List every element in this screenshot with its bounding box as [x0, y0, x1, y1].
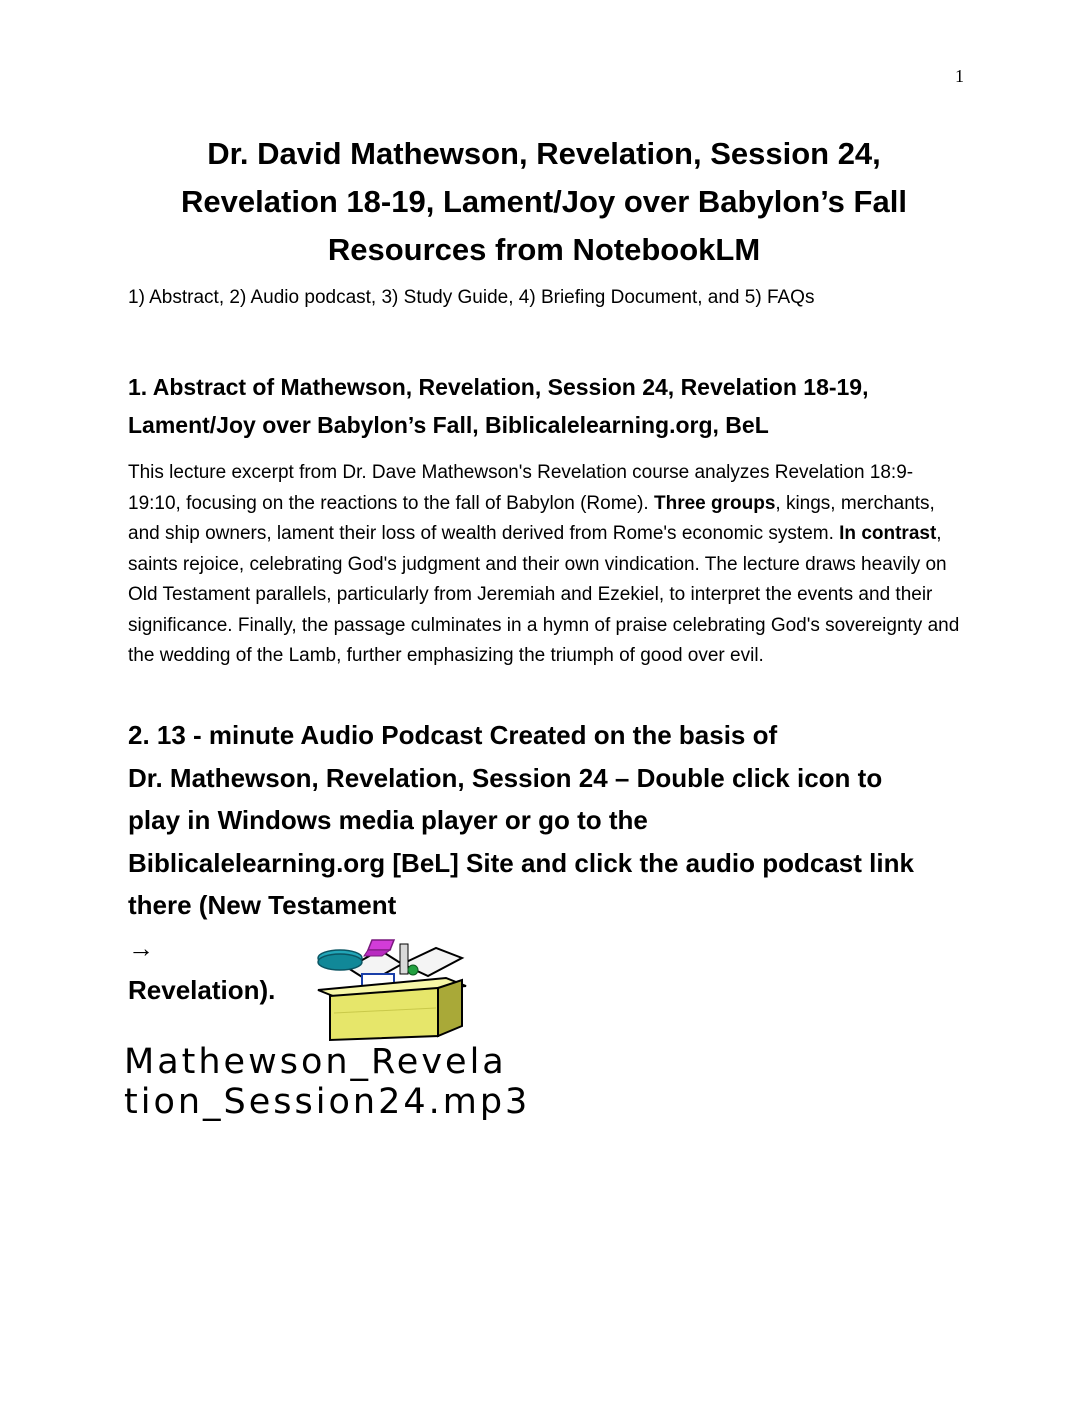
audio-file-name-line-1: Mathewson_Revela: [124, 1042, 507, 1082]
title-line-2: Revelation 18-19, Lament/Joy over Babylon’s Fall: [181, 184, 907, 219]
title-line-1: Dr. David Mathewson, Revelation, Session 24,: [207, 136, 881, 171]
abstract-bold-1: Three groups: [653, 492, 776, 514]
abstract-text-2: , kings, merchants, and ship owners, lament their loss of wealth derived from Rome's economic system.: [128, 492, 935, 544]
section-2-line-5-text-1: there (New Testament: [128, 890, 397, 920]
section-2-heading: [128, 714, 978, 1012]
section-2-line-5: [128, 884, 978, 1012]
audio-file-name[interactable]: [124, 1042, 664, 1122]
section-1-heading-line-1: 1. Abstract of Mathewson, Revelation, Session 24, Revelation 18-19,: [128, 374, 869, 400]
abstract-bold-2: In contrast: [839, 523, 937, 544]
page-number: 1: [955, 66, 964, 86]
abstract-paragraph: [128, 458, 960, 672]
section-2-line-5-text-2: Revelation).: [128, 975, 276, 1005]
audio-file-name-line-2: tion_Session24.mp3: [124, 1082, 531, 1122]
package-icon[interactable]: [310, 938, 475, 1043]
abstract-text-1: This lecture excerpt from Dr. Dave Mathewson's Revelation course analyzes Revelation 18:9-19:10, focusing on the reactions to the fall of Babylon (Rome).: [128, 462, 914, 514]
contents-list: 1) Abstract, 2) Audio podcast, 3) Study Guide, 4) Briefing Document, and 5) FAQs: [128, 287, 815, 308]
section-1-heading: [128, 368, 960, 444]
title-line-3: Resources from NotebookLM: [327, 232, 761, 267]
section-2-line-3: play in Windows media player or go to the: [128, 805, 648, 835]
right-arrow-icon: →: [128, 932, 154, 963]
section-1-heading-line-2: Lament/Joy over Babylon’s Fall, Biblicalelearning.org, BeL: [128, 412, 769, 438]
section-2-line-2: Dr. Mathewson, Revelation, Session 24 – Double click icon to: [128, 762, 883, 793]
document-title: [128, 130, 960, 274]
abstract-text-3: , saints rejoice, celebrating God's judgment and their own vindication. The lecture draws heavily on Old Testament parallels, particularly from Jeremiah and Ezekiel, to interpret the events and their significance. Finally, the passage culminates in a hymn of praise celebrating God's sovereignty and the wedding of the Lamb, further emphasizing the triumph of good over evil.: [128, 523, 960, 666]
section-2-line-1: 2. 13 - minute Audio Podcast Created on the basis of: [128, 720, 778, 750]
section-2-line-4: Biblicalelearning.org [BeL] Site and click the audio podcast link: [128, 847, 914, 878]
